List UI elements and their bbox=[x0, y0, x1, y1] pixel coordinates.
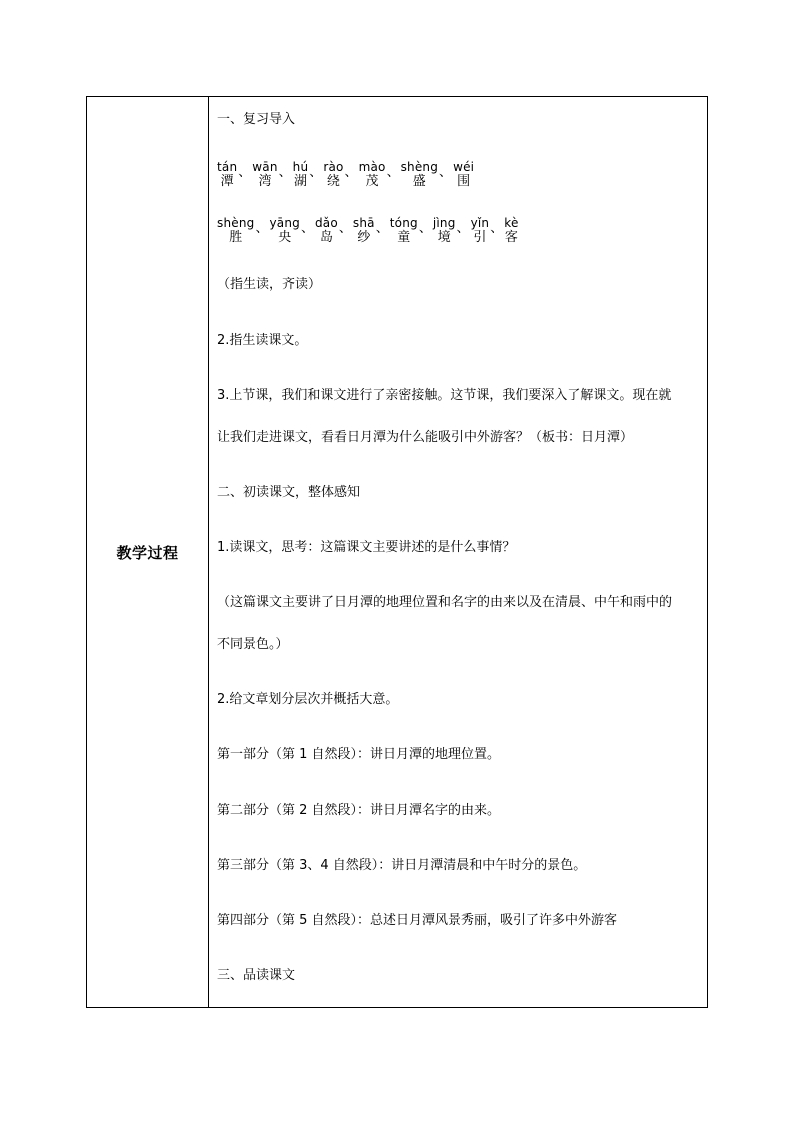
step3-line1: 3.上节课，我们和课文进行了亲密接触。这节课，我们要深入了解课文。现在就 bbox=[217, 388, 672, 403]
lesson-table bbox=[86, 96, 708, 1008]
pinyin-row-2 bbox=[217, 217, 519, 245]
row1-char-5: 盛shèng bbox=[400, 160, 439, 189]
note-read: （指生读，齐读） bbox=[217, 277, 322, 292]
row2-char-1: 央yāng bbox=[269, 216, 300, 245]
row1-pinyin-0: tán bbox=[217, 160, 238, 174]
row2-separator: 、 bbox=[300, 221, 314, 236]
part1-summary: 第一部分（第 1 自然段）：讲日月潭的地理位置。 bbox=[217, 747, 501, 762]
step2-text: 2.指生读课文。 bbox=[217, 333, 308, 348]
row2-pinyin-5: jìng bbox=[432, 216, 456, 230]
row2-pinyin-7: kè bbox=[504, 216, 519, 230]
row1-separator: 、 bbox=[238, 165, 252, 180]
row1-pinyin-4: mào bbox=[358, 160, 386, 174]
row2-pinyin-4: tóng bbox=[389, 216, 418, 230]
answer1-line2: 不同景色。） bbox=[217, 637, 289, 652]
section1-heading: 一、复习导入 bbox=[217, 112, 296, 127]
section2-heading: 二、初读课文，整体感知 bbox=[217, 485, 361, 500]
row1-pinyin-3: rào bbox=[323, 160, 344, 174]
row1-pinyin-2: hú bbox=[292, 160, 309, 174]
row2-pinyin-6: yǐn bbox=[470, 216, 490, 230]
part3-summary: 第三部分（第 3、4 自然段）：讲日月潭清晨和中午时分的景色。 bbox=[217, 858, 587, 873]
row1-char-2: 湖hú bbox=[292, 160, 309, 189]
row2-char-2: 岛dǎo bbox=[314, 216, 338, 245]
row2-separator: 、 bbox=[375, 221, 389, 236]
row1-pinyin-6: wéi bbox=[453, 160, 475, 174]
row2-char-6: 引yǐn bbox=[470, 216, 490, 245]
row2-char-4: 童tóng bbox=[389, 216, 418, 245]
row2-pinyin-0: shèng bbox=[217, 216, 255, 230]
row1-char-4: 茂mào bbox=[358, 160, 386, 189]
teaching-process-label: 教学过程 bbox=[116, 543, 179, 562]
row2-char-3: 纱shā bbox=[352, 216, 375, 245]
question2: 2.给文章划分层次并概括大意。 bbox=[217, 692, 399, 707]
answer1-line1: （这篇课文主要讲了日月潭的地理位置和名字的由来以及在清晨、中午和雨中的 bbox=[217, 595, 673, 610]
part2-summary: 第二部分（第 2 自然段）：讲日月潭名字的由来。 bbox=[217, 803, 501, 818]
row2-char-0: 胜shèng bbox=[217, 216, 255, 245]
row2-char-7: 客kè bbox=[504, 216, 519, 245]
row1-pinyin-1: wān bbox=[252, 160, 278, 174]
label-cell bbox=[87, 97, 208, 1007]
content-cell bbox=[209, 97, 707, 1007]
row2-separator: 、 bbox=[418, 221, 432, 236]
row1-char-3: 绕rào bbox=[323, 160, 344, 189]
row1-separator: 、 bbox=[344, 165, 358, 180]
row1-separator: 、 bbox=[439, 165, 453, 180]
row2-pinyin-1: yāng bbox=[269, 216, 300, 230]
question1: 1.读课文，思考：这篇课文主要讲述的是什么事情？ bbox=[217, 540, 516, 555]
row2-separator: 、 bbox=[338, 221, 352, 236]
row1-pinyin-5: shèng bbox=[400, 160, 439, 174]
row2-separator: 、 bbox=[255, 221, 269, 236]
row1-char-0: 潭tán bbox=[217, 160, 238, 189]
row2-char-5: 境jìng bbox=[432, 216, 456, 245]
step3-line2: 让我们走进课文，看看日月潭为什么能吸引中外游客？（板书：日月潭） bbox=[217, 430, 634, 445]
row1-char-6: 围wéi bbox=[453, 160, 475, 189]
section3-heading: 三、品读课文 bbox=[217, 968, 296, 983]
row2-separator: 、 bbox=[490, 221, 504, 236]
row1-separator: 、 bbox=[278, 165, 292, 180]
part4-summary: 第四部分（第 5 自然段）：总述日月潭风景秀丽，吸引了许多中外游客 bbox=[217, 913, 618, 928]
row1-separator: 、 bbox=[386, 165, 400, 180]
row2-pinyin-2: dǎo bbox=[314, 216, 338, 230]
row2-separator: 、 bbox=[456, 221, 470, 236]
pinyin-row-1 bbox=[217, 161, 474, 189]
row2-pinyin-3: shā bbox=[352, 216, 375, 230]
row1-separator: 、 bbox=[309, 165, 323, 180]
row1-char-1: 湾wān bbox=[252, 160, 278, 189]
